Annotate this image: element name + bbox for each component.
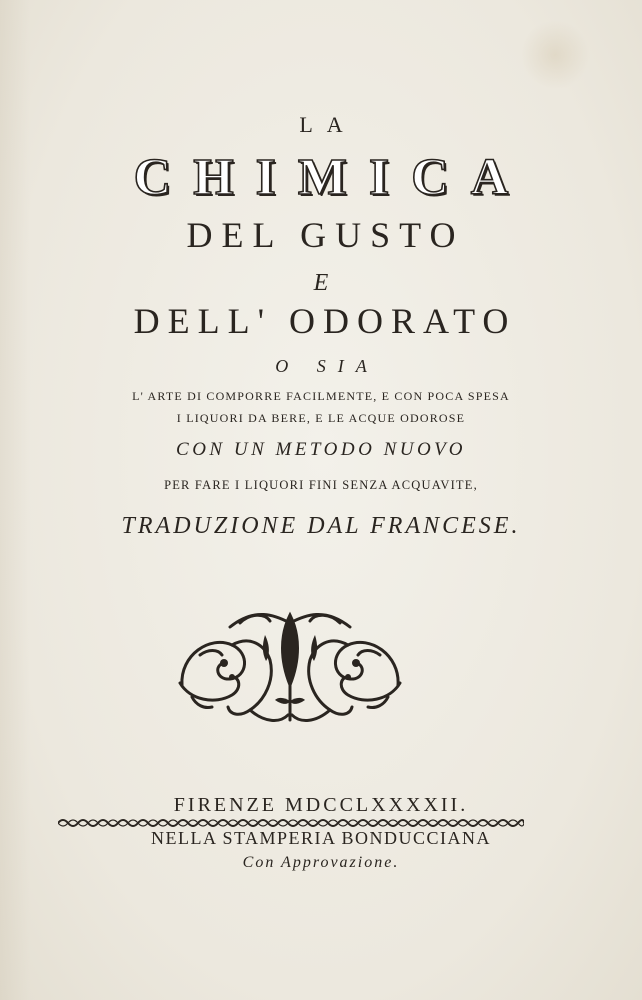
title-sub2: DELL' ODORATO xyxy=(133,301,517,341)
method-description: PER FARE I LIQUORI FINI SENZA ACQUAVITE, xyxy=(164,478,478,492)
title-sub: DEL GUSTO xyxy=(186,215,465,255)
title-conjunction: E xyxy=(313,270,329,296)
imprint-city-year: FIRENZE MDCCLXXXXII. xyxy=(173,794,469,816)
title-main: CHIMICA xyxy=(133,149,531,206)
imprint-printer: NELLA STAMPERIA BONDUCCIANA xyxy=(150,828,492,848)
imprint-approval: Con Approvazione. xyxy=(242,854,400,871)
translation-note: TRADUZIONE DAL FRANCESE. xyxy=(121,513,521,539)
method-line: CON UN METODO NUOVO xyxy=(176,439,466,460)
acanthus-scroll-ornament-icon xyxy=(170,605,410,730)
paper-stain xyxy=(520,20,590,90)
subtitle-line-1: L' ARTE DI COMPORRE FACILMENTE, E CON POCA SPESA xyxy=(132,389,510,403)
subtitle-line-2: I LIQUORI DA BERE, E LE ACQUE ODOROSE xyxy=(176,411,466,425)
or-that-is: O SIA xyxy=(275,356,379,376)
title-article: LA xyxy=(299,112,357,137)
